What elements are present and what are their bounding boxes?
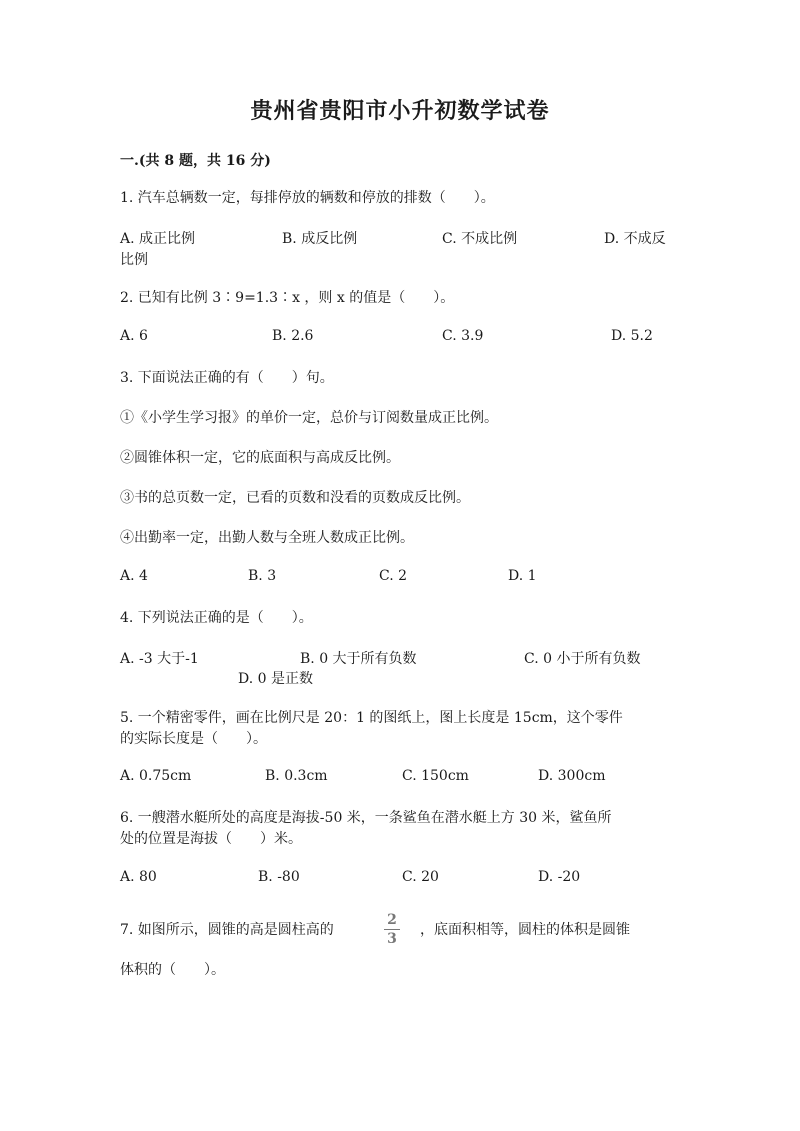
question-1-option-d: D. 不成反 bbox=[604, 231, 666, 247]
question-3-statement-2: ②圆锥体积一定，它的底面积与高成反比例。 bbox=[120, 450, 400, 466]
question-6-stem-line-2: 处的位置是海拔（ ）米。 bbox=[120, 831, 302, 847]
question-5-stem-line-1: 5. 一个精密零件，画在比例尺是 20：1 的图纸上，图上长度是 15cm，这个零件 bbox=[120, 710, 623, 726]
question-1-option-d-continuation: 比例 bbox=[120, 252, 148, 268]
question-5-stem-line-2: 的实际长度是（ ）。 bbox=[120, 731, 267, 747]
question-7-fraction bbox=[380, 912, 404, 947]
question-4-option-a: A. -3 大于-1 bbox=[120, 651, 199, 667]
fraction-denominator: 3 bbox=[387, 931, 397, 947]
question-1-option-b: B. 成反比例 bbox=[282, 231, 358, 247]
question-2-option-c: C. 3.9 bbox=[442, 328, 484, 344]
question-5-option-c: C. 150cm bbox=[402, 768, 469, 784]
question-4-option-b: B. 0 大于所有负数 bbox=[300, 651, 417, 667]
question-2-option-a: A. 6 bbox=[120, 328, 148, 344]
question-1-option-c: C. 不成比例 bbox=[442, 231, 518, 247]
question-3-option-b: B. 3 bbox=[248, 568, 277, 584]
question-2-stem: 2. 已知有比例 3∶9=1.3∶x ，则 x 的值是（ ）。 bbox=[120, 290, 455, 306]
fraction-numerator: 2 bbox=[387, 912, 397, 928]
question-3-statement-4: ④出勤率一定，出勤人数与全班人数成正比例。 bbox=[120, 530, 414, 546]
question-3-statement-3: ③书的总页数一定，已看的页数和没看的页数成反比例。 bbox=[120, 490, 470, 506]
question-7-stem-part-2: ，底面积相等，圆柱的体积是圆锥 bbox=[420, 922, 630, 938]
question-4-option-c: C. 0 小于所有负数 bbox=[524, 651, 641, 667]
question-1-option-a: A. 成正比例 bbox=[120, 231, 196, 247]
question-2-option-b: B. 2.6 bbox=[272, 328, 314, 344]
question-3-option-a: A. 4 bbox=[120, 568, 148, 584]
question-7-stem-part-1: 7. 如图所示，圆锥的高是圆柱高的 bbox=[120, 922, 334, 938]
question-5-option-a: A. 0.75cm bbox=[120, 768, 192, 784]
question-4-option-d: D. 0 是正数 bbox=[238, 671, 313, 687]
question-4-stem: 4. 下列说法正确的是（ ）。 bbox=[120, 610, 313, 626]
fraction-bar bbox=[384, 929, 400, 930]
question-6-option-b: B. -80 bbox=[258, 869, 300, 885]
question-5-option-d: D. 300cm bbox=[538, 768, 606, 784]
question-1-stem: 1. 汽车总辆数一定，每排停放的辆数和停放的排数（ ）。 bbox=[120, 190, 495, 206]
question-6-option-c: C. 20 bbox=[402, 869, 439, 885]
exam-title: 贵州省贵阳市小升初数学试卷 bbox=[250, 98, 550, 124]
question-3-option-d: D. 1 bbox=[508, 568, 537, 584]
question-6-option-a: A. 80 bbox=[120, 869, 157, 885]
question-3-statement-1: ①《小学生学习报》的单价一定，总价与订阅数量成正比例。 bbox=[120, 410, 498, 426]
section-header: 一.(共 8 题，共 16 分) bbox=[120, 153, 271, 169]
question-6-stem-line-1: 6. 一艘潜水艇所处的高度是海拔-50 米，一条鲨鱼在潜水艇上方 30 米，鲨鱼所 bbox=[120, 810, 612, 826]
question-3-stem: 3. 下面说法正确的有（ ）句。 bbox=[120, 370, 334, 386]
question-2-option-d: D. 5.2 bbox=[611, 328, 653, 344]
question-3-option-c: C. 2 bbox=[379, 568, 408, 584]
question-5-option-b: B. 0.3cm bbox=[265, 768, 328, 784]
question-6-option-d: D. -20 bbox=[538, 869, 581, 885]
question-7-stem-line-2: 体积的（ ）。 bbox=[120, 962, 225, 978]
